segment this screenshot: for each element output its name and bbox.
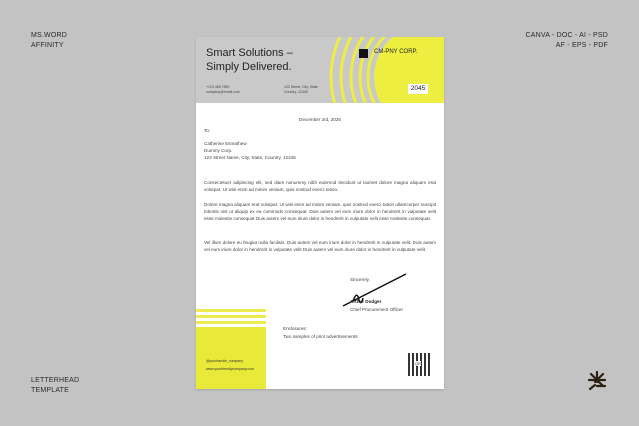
address-line: Country, 12345: [284, 90, 308, 94]
enclosures-label: Enclosures:: [283, 326, 308, 331]
letter-date: December 3rd, 2026: [299, 117, 341, 122]
format-label: AF - EPS - PDF: [555, 42, 608, 49]
brand-logo-icon: [586, 370, 608, 392]
company-logo-icon: [359, 49, 368, 58]
year-badge: 2045: [408, 84, 428, 94]
letter-header: [196, 37, 444, 103]
slogan-line: Simply Delivered.: [206, 61, 292, 73]
closing: Sincerely,: [350, 277, 370, 282]
footer-block: [196, 327, 266, 389]
type-label: TEMPLATE: [31, 387, 70, 394]
to-label: To:: [204, 128, 211, 133]
format-label: CANVA - DOC - AI - PSD: [525, 32, 608, 39]
recipient: [204, 141, 296, 161]
qr-label: QR: [415, 361, 421, 366]
address-line: 123 Street, City, State: [284, 85, 318, 89]
letter-slogan: [206, 46, 293, 74]
footer-website: www.yourfriendlycompany.com: [206, 367, 254, 371]
signer-name: Arthur Dodger: [350, 299, 382, 304]
paragraph: Dolore magna aliquam erat volutpat. Ut wisi enim ad minim veniam, quis nostrud exerci tation ullamcorper suscipit lobortis nisl ut aliquip ex ea commodo consequat. Duis autem vel eum iriure dolor in hendrerit in vulputate velit esse molestie consequat Duis autem vel eum iriure dolor in hendrerit in vulputate velit esse molestie consequat.: [204, 202, 436, 221]
recipient-line: Dummy Corp.: [204, 147, 233, 153]
signer-title: Chief Procurement Officer: [350, 307, 404, 312]
contact-info: [206, 85, 240, 95]
qr-code: [408, 353, 431, 376]
paragraph: Consectetuer adipiscing elit, sed diam nonummy nibh euismod tincidunt ut laoreet dolore magna aliquam erat volutpat. Ut wisi enim ad minim veniam, quis nostrud exerci tation.: [204, 180, 436, 192]
footer-social: @yourhandle_company: [206, 359, 244, 363]
recipient-line: Catherine Esmathew: [204, 141, 247, 146]
type-label: LETTERHEAD: [31, 377, 80, 384]
format-label: MS.WORD: [31, 32, 68, 39]
formats-right: [526, 31, 608, 51]
slogan-line: Smart Solutions –: [206, 47, 293, 59]
format-label: AFFINITY: [31, 42, 64, 49]
recipient-line: 123 Street Name, City, State, Country, 12345: [204, 154, 296, 160]
letterhead-page: [196, 37, 444, 389]
address: [284, 85, 318, 95]
enclosures: Two samples of print advertisements: [283, 334, 358, 339]
formats-left: [31, 31, 67, 51]
email: company@email.com: [206, 90, 240, 94]
phone: +123 456 7890: [206, 85, 230, 89]
template-type: [31, 376, 79, 396]
company-name: CM-PNY CORP.: [374, 49, 418, 55]
paragraph: Vel illum dolore eu feugiat nulla facilisis. Duis autem vel eum iriure dolor in hendrerit in vulputate velit. Duis autem vel eum iriure dolor in hendrerit in vulputate velit Duis autem vel eum iriure dolor in hendrerit in vulputate velit.: [204, 240, 436, 252]
